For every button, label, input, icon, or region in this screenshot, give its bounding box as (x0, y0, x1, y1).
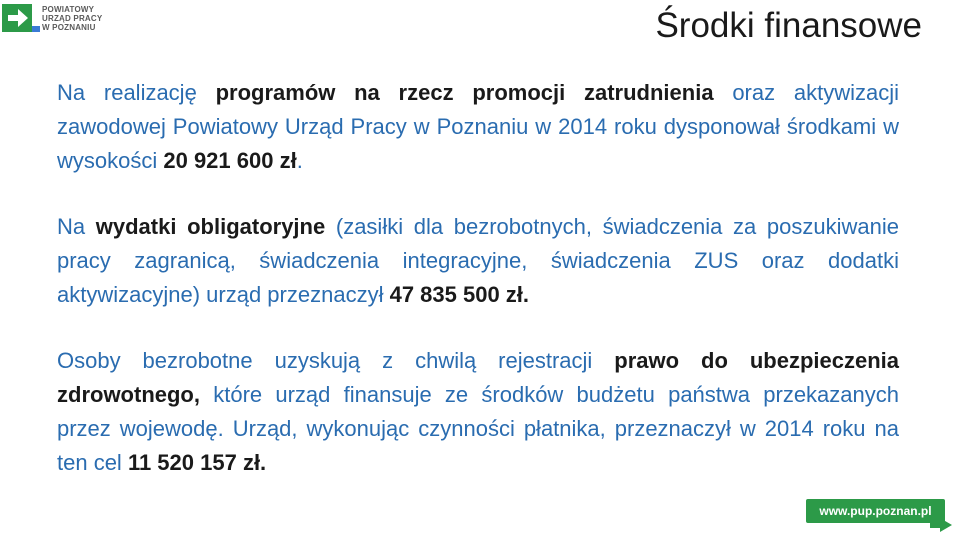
p1-text-3: . (296, 148, 303, 173)
p1-text-1: Na realizację (57, 80, 216, 105)
paragraph-programs (57, 76, 899, 178)
logo-line-1: POWIATOWY (42, 5, 95, 14)
page-title: Środki finansowe (655, 6, 922, 45)
p1-text-2: oraz aktywizacji zawodowej Powiatowy Urząd Pracy w Poznaniu w 2014 roku dysponował środkami w wysokości (57, 80, 900, 173)
footer-arrow-icon (930, 518, 952, 532)
pup-logo (2, 2, 112, 32)
logo-line-2: URZĄD PRACY (42, 14, 103, 23)
logo-line-3: W POZNANIU (42, 23, 96, 32)
p2-text-1: Na (57, 214, 96, 239)
p2-bold-1: wydatki obligatoryjne (95, 214, 326, 239)
logo-text (42, 5, 102, 32)
p2-text-2: (zasiłki dla bezrobotnych, świadczenia za poszukiwanie pracy zagranicą, świadczenia integracyjne, świadczenia ZUS oraz dodatki aktywizacyjne) urząd przeznaczył (57, 214, 899, 307)
p3-text-2: które urząd finansuje ze środków budżetu państwa przekazanych przez wojewodę. Urząd, wykonując czynności płatnika, przeznaczył w 2014 roku na ten cel (57, 382, 899, 475)
footer-url-link[interactable]: www.pup.poznan.pl (806, 499, 945, 523)
paragraph-obligatory (57, 210, 899, 312)
p3-text-1: Osoby bezrobotne uzyskują z chwilą rejestracji (57, 348, 615, 373)
logo-arrow-icon (2, 4, 40, 32)
p3-bold-2: 11 520 157 zł. (127, 450, 267, 475)
p1-bold-1: programów na rzecz promocji zatrudnienia (215, 80, 714, 105)
p3-bold-1: prawo do ubezpieczenia zdrowotnego, (57, 348, 899, 407)
p1-bold-2: 20 921 600 zł (163, 148, 297, 173)
p2-bold-2: 47 835 500 zł. (389, 282, 530, 307)
paragraph-insurance (57, 344, 899, 480)
